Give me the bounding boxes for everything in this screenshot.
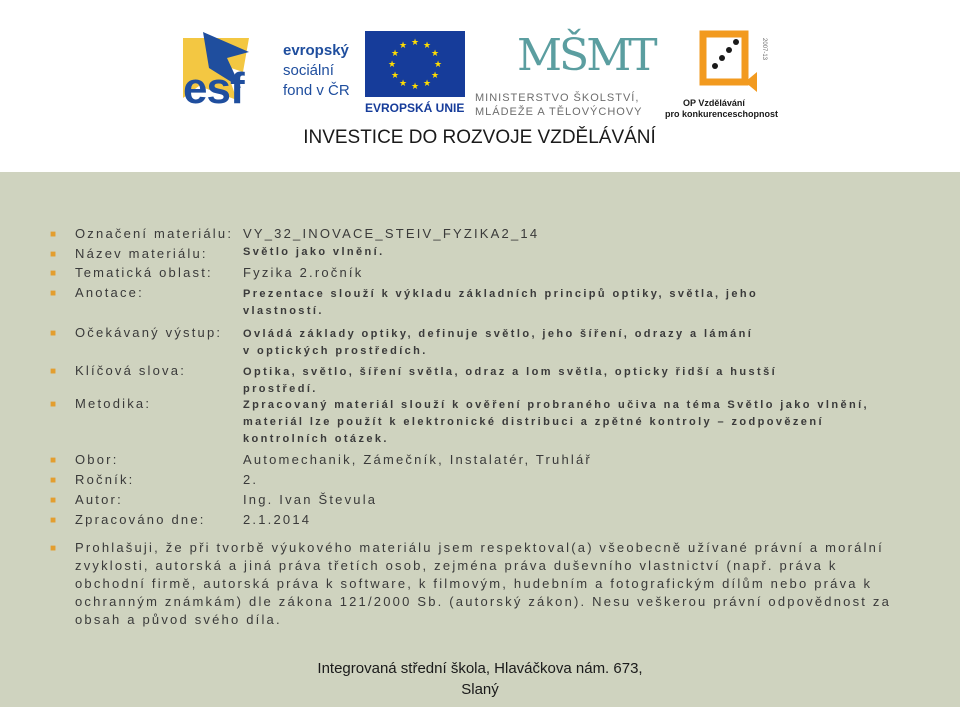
op-vzdelavani-logo [661, 26, 801, 121]
meta-oznaceni [50, 226, 940, 246]
meta-label: Ročník: [75, 472, 135, 487]
bullet-icon: ■ [50, 515, 59, 526]
meta-label: Klíčová slova: [75, 363, 187, 378]
declaration-line-5: obsah a původ svého díla. [75, 612, 282, 627]
meta-value [243, 286, 758, 320]
declaration-line-3: obchodní firmě, autorská práva k software, k filmovým, hudebním a fotografickým dílům nebo práva k [75, 576, 873, 591]
svg-text:★: ★ [430, 49, 440, 59]
anotace-line-1: Prezentace slouží k výkladu základních principů optiky, světla, jeho [243, 288, 759, 300]
msmt-line-2: MLÁDEŽE A TĚLOVÝCHOVY [475, 106, 643, 118]
meta-label: Autor: [75, 492, 123, 507]
meta-anotace [50, 285, 940, 325]
svg-text:★: ★ [433, 60, 443, 70]
svg-text:★: ★ [410, 82, 420, 92]
meta-value [243, 397, 869, 448]
school-footer [0, 658, 960, 700]
meta-oblast [50, 265, 940, 285]
meta-metodika [50, 396, 940, 452]
svg-text:★: ★ [422, 79, 432, 89]
svg-text:★: ★ [422, 41, 432, 51]
footer-line-2: Slaný [461, 681, 499, 698]
svg-text:★: ★ [430, 71, 440, 81]
op-arrow-icon [661, 26, 801, 94]
meta-value: 2.1.2014 [243, 512, 312, 527]
bullet-icon: ■ [50, 455, 59, 466]
meta-label: Název materiálu: [75, 246, 208, 261]
meta-nazev [50, 246, 940, 265]
svg-text:★: ★ [387, 60, 397, 70]
meta-value: VY_32_INOVACE_STEIV_FYZIKA2_14 [243, 226, 540, 241]
meta-value: Fyzika 2.ročník [243, 265, 364, 280]
svg-text:★: ★ [410, 38, 420, 48]
svg-text:★: ★ [398, 79, 408, 89]
meta-datum [50, 512, 940, 532]
esf-logo [179, 28, 355, 116]
meta-value [243, 326, 753, 360]
vystup-line-2: v optických prostředích. [243, 345, 428, 357]
metodika-line-3: kontrolních otázek. [243, 433, 389, 445]
vystup-line-1: Ovládá základy optiky, definuje světlo, jeho šíření, odrazy a lámání [243, 328, 754, 340]
declaration-line-1: Prohlašuji, že při tvorbě výukového materiálu jsem respektoval(a) všeobecně užívané právní a morální [75, 540, 884, 555]
eu-flag-icon [365, 31, 465, 97]
meta-autor [50, 492, 940, 512]
metodika-line-2: materiál lze použít k elektronické distribuci a zpětné kontroly – zodpovězení [243, 416, 824, 428]
banner-title: INVESTICE DO ROZVOJE VZDĚLÁVÁNÍ [303, 127, 656, 148]
op-line-2: pro konkurenceschopnost [665, 109, 779, 119]
msmt-line-1: MINISTERSTVO ŠKOLSTVÍ, [475, 92, 640, 104]
bullet-icon: ■ [50, 366, 59, 377]
meta-value: Světlo jako vlnění. [243, 246, 385, 258]
meta-label: Anotace: [75, 285, 144, 300]
footer-line-1: Integrovaná střední škola, Hlaváčkova nám. 673, [317, 660, 643, 677]
declaration-text [75, 539, 891, 629]
meta-klicova-slova [50, 363, 940, 396]
slova-line-2: prostředí. [243, 383, 318, 395]
slova-line-1: Optika, světlo, šíření světla, odraz a lom světla, opticky řidší a hustší [243, 366, 778, 378]
bullet-icon: ■ [50, 475, 59, 486]
meta-value: 2. [243, 472, 259, 487]
meta-value: Automechanik, Zámečník, Instalatér, Truhlář [243, 452, 592, 467]
logo-banner [151, 4, 808, 164]
bullet-icon: ■ [50, 543, 57, 554]
esf-line-3: fond v ČR [283, 82, 350, 99]
bullet-icon: ■ [50, 399, 59, 410]
meta-label: Zpracováno dne: [75, 512, 206, 527]
meta-label: Očekávaný výstup: [75, 325, 223, 340]
meta-value: Ing. Ivan Števula [243, 492, 378, 507]
bullet-icon: ■ [50, 288, 59, 299]
bullet-icon: ■ [50, 249, 59, 260]
svg-text:★: ★ [390, 71, 400, 81]
bullet-icon: ■ [50, 229, 59, 240]
meta-label: Metodika: [75, 396, 152, 411]
declaration-line-4: ochranným známkám) dle zákona 121/2000 Sb. (autorský zákon). Nesu veškerou právní odpovědnost za [75, 594, 892, 609]
op-line-1: OP Vzdělávání [683, 98, 745, 108]
eu-flag-logo [365, 31, 465, 117]
meta-rocnik [50, 472, 940, 492]
anotace-line-2: vlastností. [243, 305, 324, 317]
msmt-logo [473, 30, 653, 120]
bullet-icon: ■ [50, 268, 59, 279]
meta-label: Tematická oblast: [75, 265, 213, 280]
meta-vystup [50, 325, 940, 363]
esf-line-2: sociální [283, 62, 334, 79]
bullet-icon: ■ [50, 495, 59, 506]
metodika-line-1: Zpracovaný materiál slouží k ověření probraného učiva na téma Světlo jako vlnění, [243, 399, 869, 411]
msmt-mark: MŠMT [517, 30, 655, 81]
op-badge: 2007-13 [761, 37, 768, 61]
meta-label: Obor: [75, 452, 119, 467]
meta-value [243, 364, 777, 398]
svg-text:★: ★ [390, 49, 400, 59]
esf-mark: esf [183, 64, 244, 113]
material-metadata [50, 226, 940, 532]
esf-line-1: evropský [283, 42, 349, 59]
meta-label: Označení materiálu: [75, 226, 234, 241]
eu-label: EVROPSKÁ UNIE [365, 101, 465, 115]
bullet-icon: ■ [50, 328, 59, 339]
declaration-line-2: zvyklosti, autorská a jiná práva třetích osob, zejména práva duševního vlastnictví (např. práva k [75, 558, 838, 573]
meta-obor [50, 452, 940, 472]
svg-text:★: ★ [398, 41, 408, 51]
